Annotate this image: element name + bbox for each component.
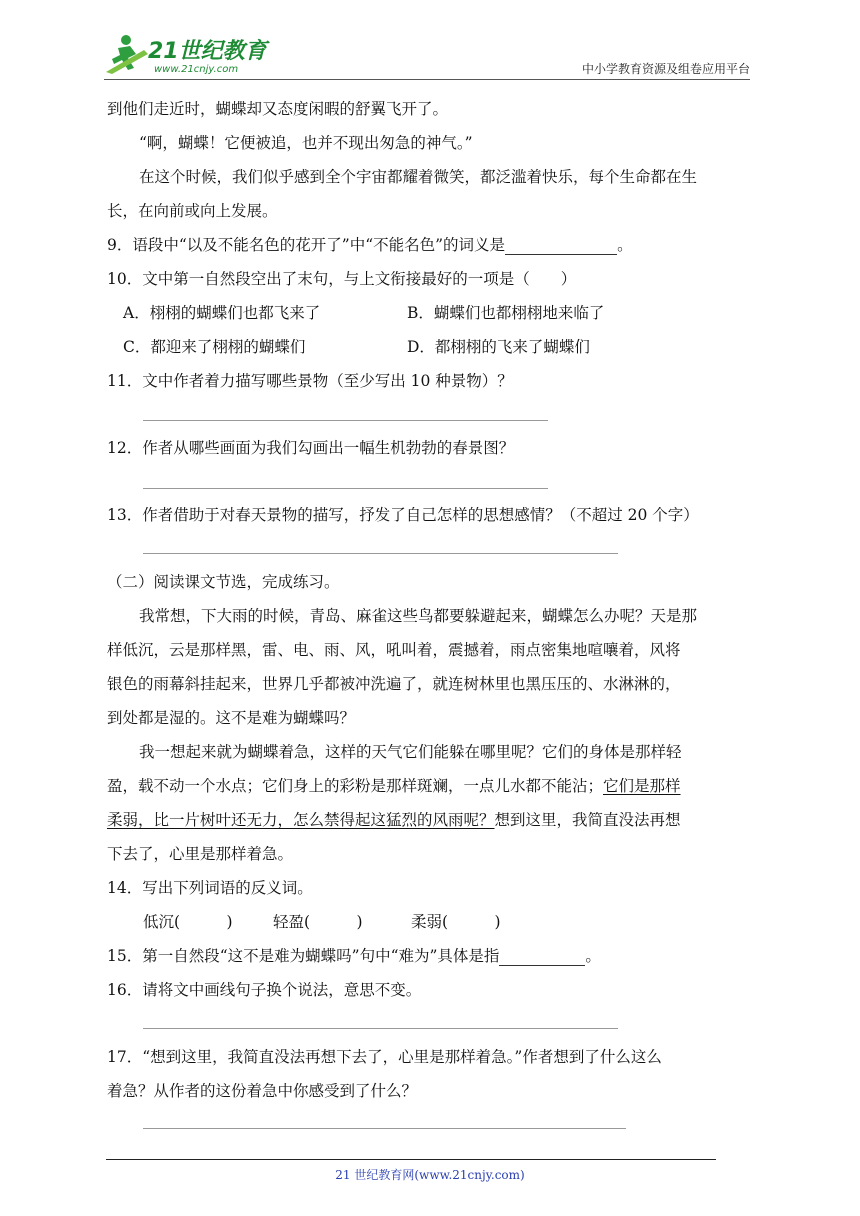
- antonym-1[interactable]: 低沉( ): [143, 913, 233, 931]
- section2-title: （二）阅读课文节选，完成练习。: [107, 573, 340, 591]
- question-9: [107, 235, 633, 255]
- footer-text: 21 世纪教育网(www.21cnjy.com): [335, 1168, 525, 1182]
- logo: [104, 28, 274, 78]
- antonym-2[interactable]: 轻盈( ): [273, 913, 363, 931]
- answer-line-16[interactable]: [143, 1028, 618, 1029]
- passage1-line2: “啊，蝴蝶！它便被追，也并不现出匆急的神气。”: [139, 134, 473, 152]
- section2-p1-line2: 样低沉，云是那样黑，雷、电、雨、风，吼叫着，震撼着，雨点密集地喧嚷着，风将: [107, 641, 681, 659]
- section2-p1-line4: 到处都是湿的。这不是难为蝴蝶吗？: [107, 709, 356, 727]
- question-17-line2: 着急？从作者的这份着急中你感受到了什么？: [107, 1082, 418, 1100]
- option-a[interactable]: A．栩栩的蝴蝶们也都飞来了: [123, 304, 321, 322]
- page-header: [104, 28, 750, 78]
- section2-p1-line1: 我常想，下大雨的时候，青岛、麻雀这些鸟都要躲避起来，蝴蝶怎么办呢？天是那: [139, 607, 698, 625]
- question-9-end: 。: [617, 236, 633, 254]
- question-15: [107, 946, 601, 966]
- logo-text: 21世纪教育: [148, 39, 267, 64]
- section2-p1-line3: 银色的雨幕斜挂起来，世界几乎都被冲洗遍了，就连树林里也黑压压的、水淋淋的，: [107, 675, 681, 693]
- question-14: 14．写出下列词语的反义词。: [107, 879, 313, 897]
- section2-p2-line2-text: 盈，载不动一个水点；它们身上的彩粉是那样斑斓，一点儿水都不能沾；: [107, 777, 604, 795]
- site-name: 中小学教育资源及组卷应用平台: [581, 62, 750, 76]
- question-15-text: 15．第一自然段“这不是难为蝴蝶吗”句中“难为”具体是指: [107, 947, 500, 965]
- option-b[interactable]: B．蝴蝶们也都栩栩地来临了: [407, 304, 605, 322]
- antonym-3[interactable]: 柔弱( ): [411, 913, 501, 931]
- answer-line-11[interactable]: [143, 420, 548, 421]
- passage1-line1: 到他们走近时，蝴蝶却又态度闲暇的舒翼飞开了。: [107, 100, 449, 118]
- question-15-end: 。: [585, 947, 601, 965]
- section2-p2-line3: [107, 810, 681, 830]
- logo-url: www.21cnjy.com: [154, 64, 239, 75]
- question-17-line1: 17．“想到这里，我简直没法再想下去了，心里是那样着急。”作者想到了什么这么: [107, 1048, 662, 1066]
- answer-line-12[interactable]: [143, 488, 548, 489]
- passage1-line4: 长，在向前或向上发展。: [107, 202, 278, 220]
- answer-blank[interactable]: [505, 238, 617, 255]
- section2-p2-line2: [107, 776, 681, 796]
- question-10: 10．文中第一自然段空出了末句，与上文衔接最好的一项是（ ）: [107, 270, 577, 288]
- question-9-text: 9．语段中“以及不能名色的花开了”中“不能名色”的词义是: [107, 236, 506, 254]
- runner-icon: [106, 35, 148, 74]
- underlined-sentence: 它们是那样: [603, 777, 681, 795]
- footer-rule: [106, 1159, 716, 1160]
- section2-p2-line4: 下去了，心里是那样着急。: [107, 845, 294, 863]
- option-c[interactable]: C．都迎来了栩栩的蝴蝶们: [123, 338, 306, 356]
- passage1-line3: 在这个时候，我们似乎感到全个宇宙都耀着微笑，都泛滥着快乐，每个生命都在生: [139, 168, 698, 186]
- question-16: 16．请将文中画线句子换个说法，意思不变。: [107, 981, 422, 999]
- header-rule: [104, 79, 750, 80]
- option-d[interactable]: D．都栩栩的飞来了蝴蝶们: [407, 338, 590, 356]
- section2-p2-line3-text: 想到这里，我简直没法再想: [494, 811, 681, 829]
- question-12: 12．作者从哪些画面为我们勾画出一幅生机勃勃的春景图？: [107, 439, 515, 457]
- section2-p2-line1: 我一想起来就为蝴蝶着急，这样的天气它们能躲在哪里呢？它们的身体是那样轻: [139, 743, 682, 761]
- answer-line-13[interactable]: [143, 553, 618, 554]
- answer-line-17[interactable]: [143, 1128, 626, 1129]
- question-11: 11．文中作者着力描写哪些景物（至少写出 10 种景物）？: [107, 372, 513, 390]
- answer-blank[interactable]: [499, 949, 585, 966]
- underlined-sentence: 柔弱，比一片树叶还无力，怎么禁得起这猛烈的风雨呢？: [107, 811, 495, 829]
- question-13: 13．作者借助于对春天景物的描写，抒发了自己怎样的思想感情？（不超过 20 个字）: [107, 506, 699, 524]
